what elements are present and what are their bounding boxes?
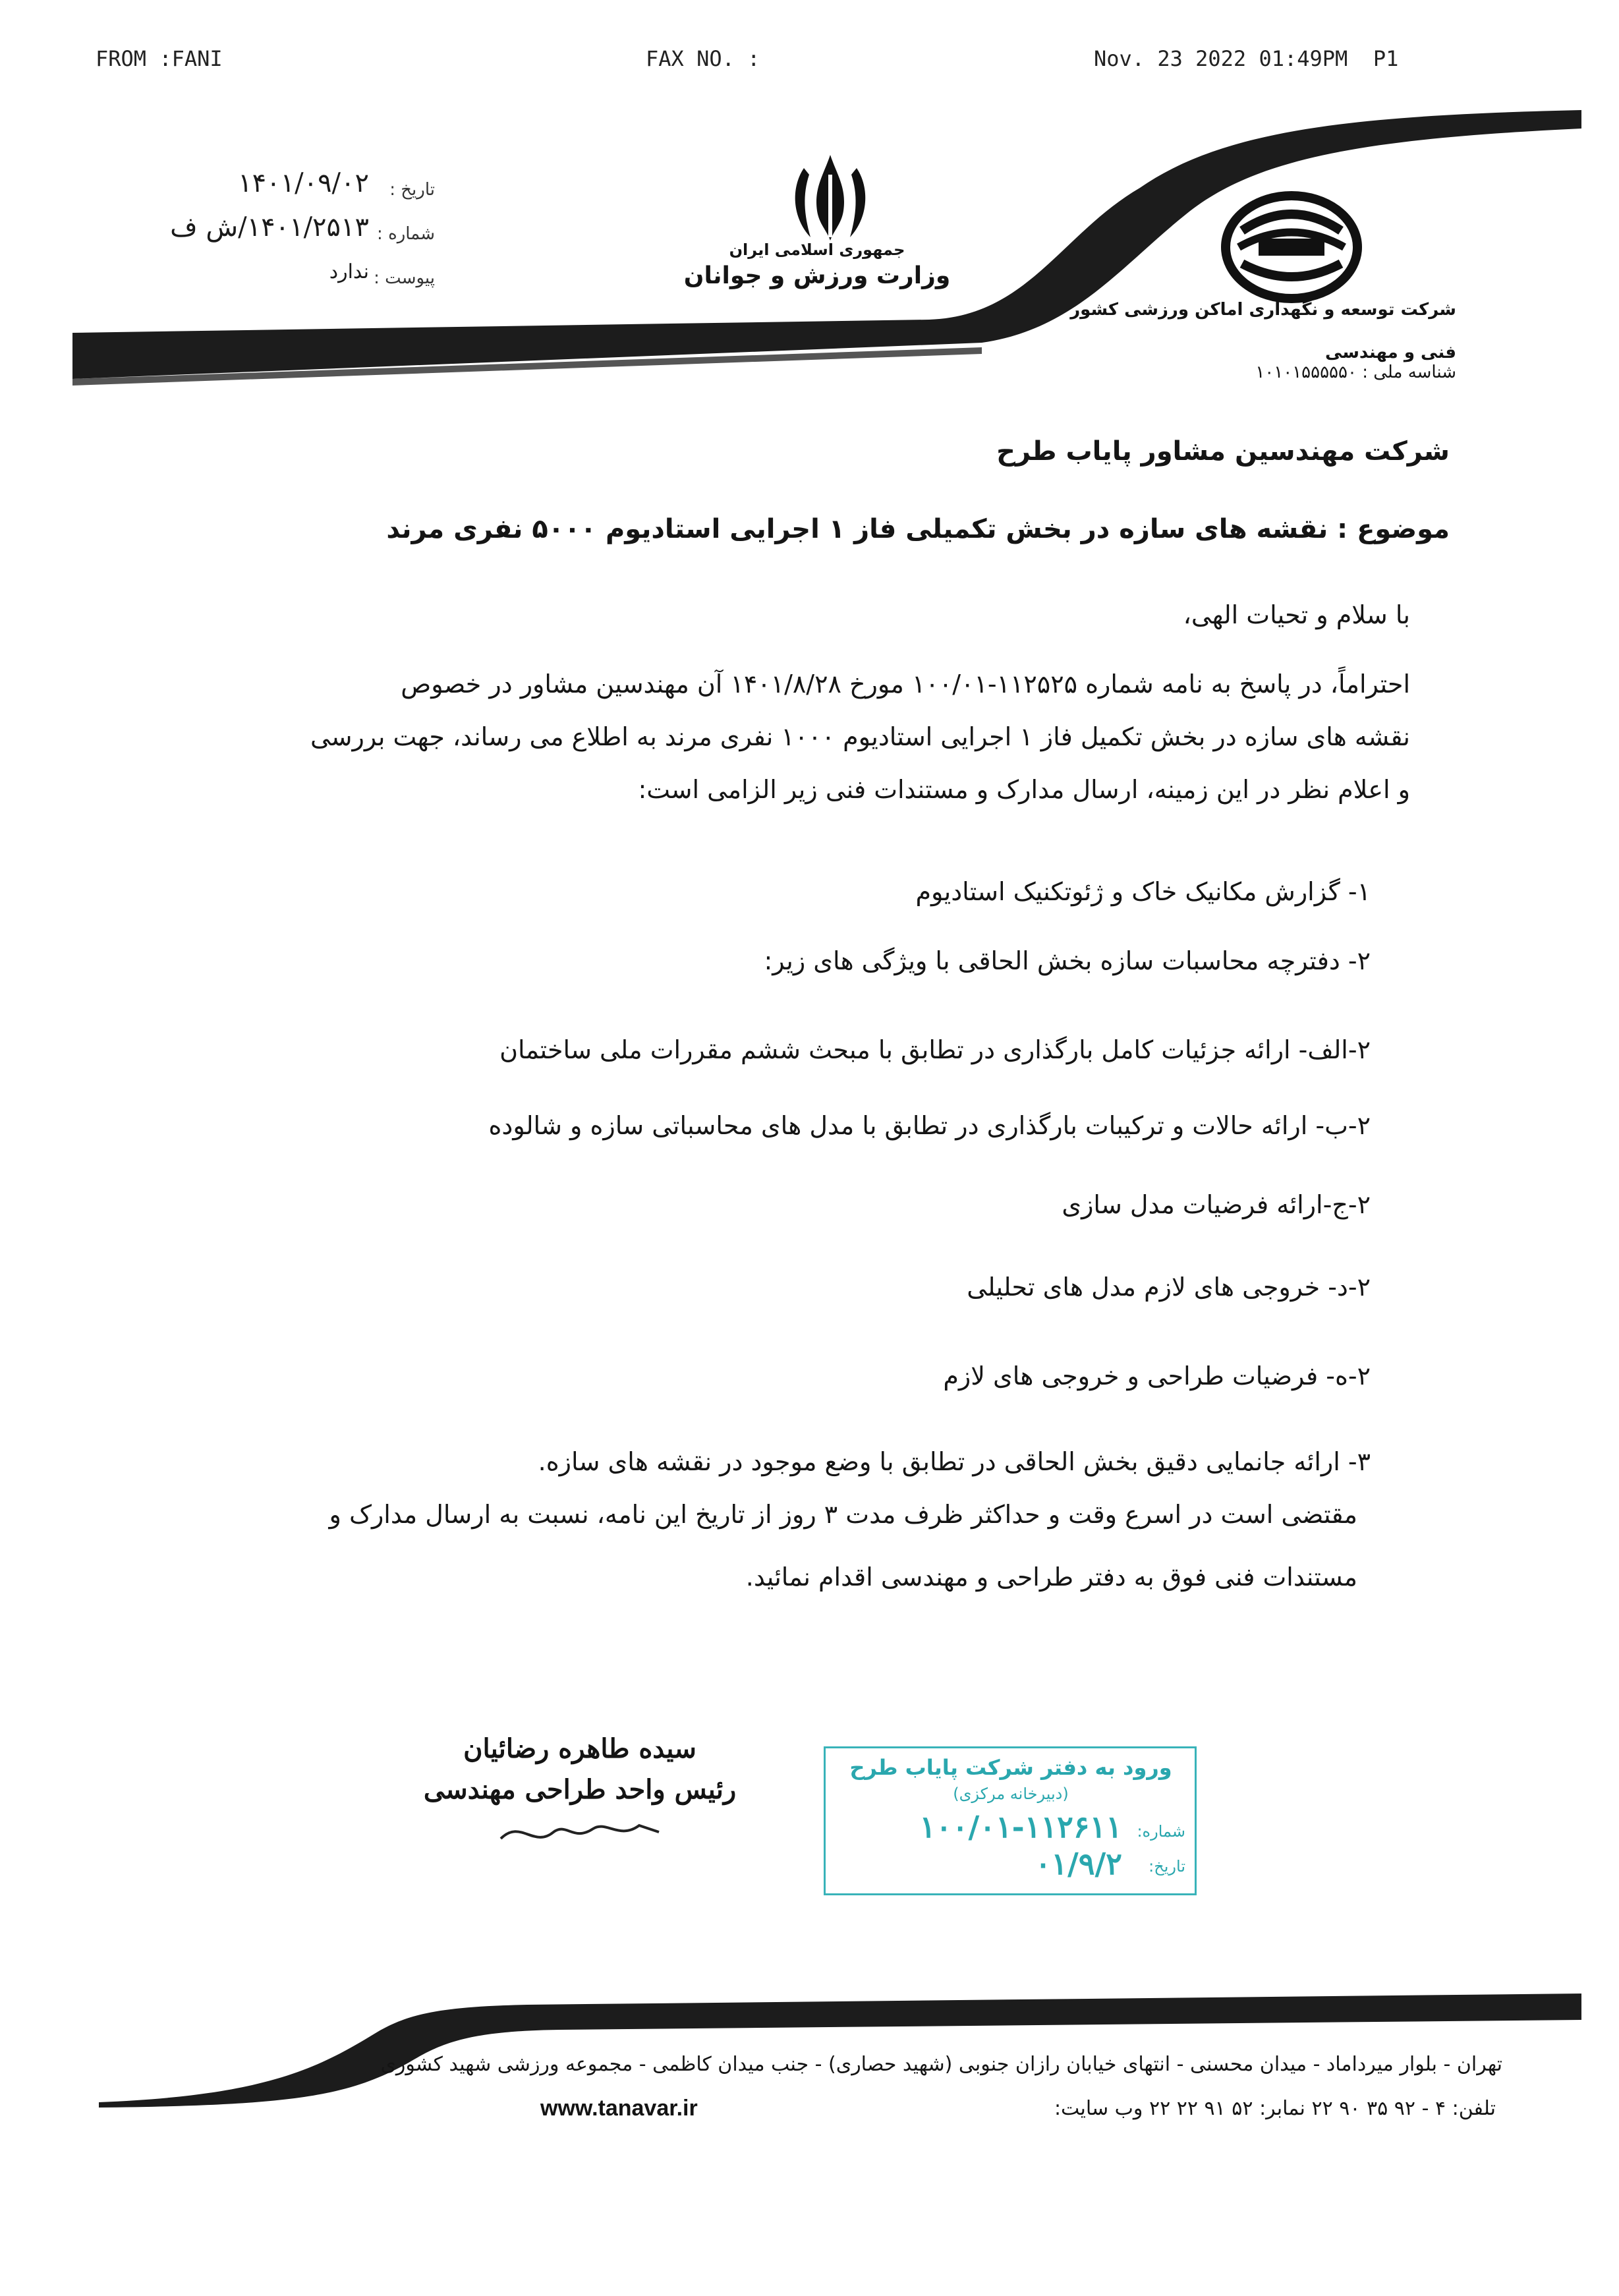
closing-line-2: مستندات فنی فوق به دفتر طراحی و مهندسی اقدام نمائید. <box>745 1563 1357 1592</box>
list-item-2e: ۲-ه- فرضیات طراحی و خروجی های لازم <box>943 1362 1371 1391</box>
footer-website[interactable]: www.tanavar.ir <box>540 2096 698 2121</box>
recipient: شرکت مهندسین مشاور پایاب طرح <box>996 436 1450 467</box>
company-national-id: شناسه ملی : ۱۰۱۰۱۵۵۵۵۵۰ <box>1255 362 1456 382</box>
receipt-stamp <box>824 1746 1197 1895</box>
company-dept: فنی و مهندسی <box>1325 343 1456 362</box>
stamp-number-value: ۱۰۰/۰۱-۱۱۲۶۱۱ <box>919 1809 1122 1845</box>
footer-phone: تلفن: ۴ - ۹۲ ۳۵ ۹۰ ۲۲ نمابر: ۵۲ ۹۱ ۲۲ ۲۲ وب سایت: <box>1054 2097 1496 2120</box>
list-item-2b: ۲-ب- ارائه حالات و ترکیبات بارگذاری در تطابق با مدل های محاسباتی سازه و شالوده <box>488 1111 1371 1140</box>
attachment-value: ندارد <box>329 260 369 283</box>
number-value: ۱۴۰۱/۲۵۱۳/ش ف <box>170 212 369 243</box>
fax-number: FAX NO. : <box>646 46 760 71</box>
list-item-1: ۱- گزارش مکانیک خاک و ژئوتکنیک استادیوم <box>915 877 1371 906</box>
footer-band <box>99 1990 1581 2109</box>
company-name: شرکت توسعه و نگهداری اماکن ورزشی کشور <box>1070 300 1456 320</box>
handwritten-signature-icon <box>494 1812 666 1852</box>
header-band <box>72 102 1581 386</box>
stamp-subtitle: (دبیرخانه مرکزی) <box>953 1785 1069 1803</box>
greeting: با سلام و تحیات الهی، <box>1183 600 1410 629</box>
signatory-title: رئیس واحد طراحی مهندسی <box>423 1774 737 1805</box>
signature-block <box>395 1733 764 1865</box>
footer-contact <box>540 2096 1496 2129</box>
ministry-label: وزارت ورزش و جوانان <box>683 262 951 289</box>
number-label: شماره : <box>377 224 435 244</box>
signatory-name: سیده طاهره رضائیان <box>463 1733 696 1764</box>
closing-line-1: مقتضی است در اسرع وقت و حداکثر ظرف مدت ۳ روز از تاریخ این نامه، نسبت به ارسال مدارک و <box>329 1500 1357 1529</box>
intro-line-3: و اعلام نظر در این زمینه، ارسال مدارک و مستندات فنی زیر الزامی است: <box>638 775 1410 804</box>
subject: موضوع : نقشه های سازه در بخش تکمیلی فاز ۱ اجرایی استادیوم ۵۰۰۰ نفری مرند <box>386 514 1450 544</box>
stamp-number-label: شماره: <box>1137 1822 1185 1841</box>
list-item-2: ۲- دفترچه محاسبات سازه بخش الحاقی با ویژگی های زیر: <box>764 946 1371 975</box>
fax-datetime: Nov. 23 2022 01:49PM P1 <box>1094 46 1399 71</box>
fax-from: FROM :FANI <box>96 46 223 71</box>
date-value: ۱۴۰۱/۰۹/۰۲ <box>238 168 369 198</box>
list-item-2c: ۲-ج-ارائه فرضیات مدل سازی <box>1062 1190 1371 1219</box>
list-item-3: ۳- ارائه جانمایی دقیق بخش الحاقی در تطابق با وضع موجود در نقشه های سازه. <box>538 1447 1371 1476</box>
stamp-date-label: تاریخ: <box>1149 1857 1185 1876</box>
stamp-title: ورود به دفتر شرکت پایاب طرح <box>849 1755 1172 1780</box>
stamp-date-value: ۰۱/۹/۲ <box>1035 1846 1122 1881</box>
attachment-label: پیوست : <box>374 268 435 288</box>
list-item-2d: ۲-د- خروجی های لازم مدل های تحلیلی <box>967 1273 1371 1302</box>
footer-address: تهران - بلوار میرداماد - میدان محسنی - انتهای خیابان رازان جنوبی (شهید حصاری) - جنب میدان کاظمی - مجموعه ورزشی شهید کشوری <box>380 2053 1502 2076</box>
intro-line-1: احتراماً، در پاسخ به نامه شماره ۱۱۲۵۲۵-۱۰۰/۰۱ مورخ ۱۴۰۱/۸/۲۸ آن مهندسین مشاور در خصوص <box>401 670 1410 699</box>
intro-line-2: نقشه های سازه در بخش تکمیل فاز ۱ اجرایی استادیوم ۱۰۰۰ نفری مرند به اطلاع می رساند، جهت بررسی <box>310 722 1410 751</box>
list-item-2a: ۲-الف- ارائه جزئیات کامل بارگذاری در تطابق با مبحث ششم مقررات ملی ساختمان <box>499 1035 1371 1064</box>
date-label: تاریخ : <box>389 180 435 200</box>
republic-label: جمهوری اسلامی ایران <box>729 241 905 259</box>
